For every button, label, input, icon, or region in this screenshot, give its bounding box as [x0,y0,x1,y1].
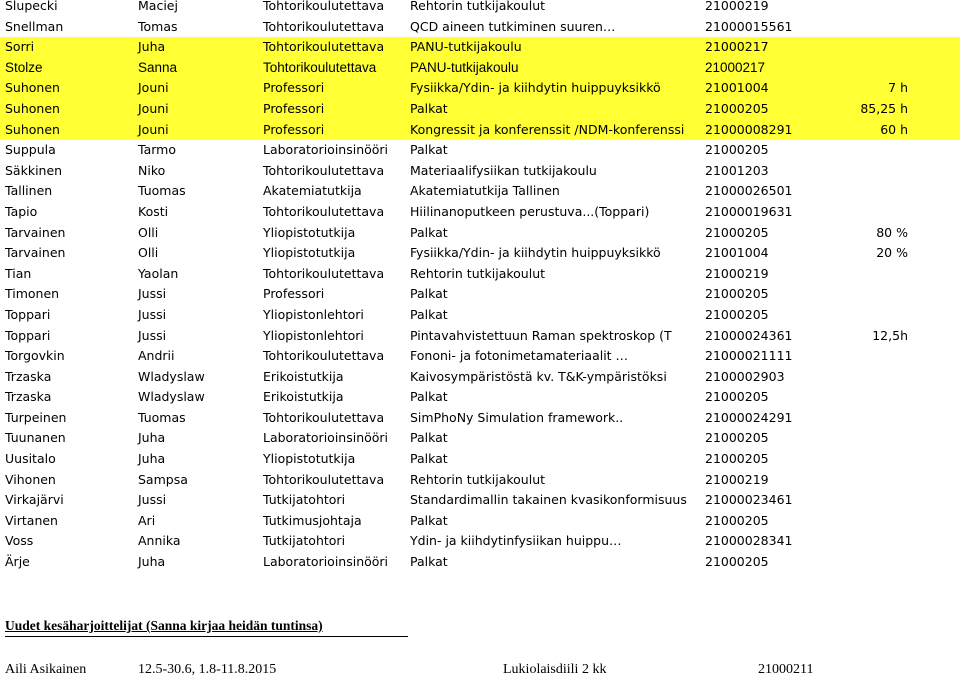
first-name-cell: Juha [138,451,166,467]
account-cell: 21000026501 [705,183,793,199]
trainee-name: Aili Asikainen [5,662,87,677]
table-row [0,37,960,58]
hours-cell: 60 h [880,121,908,137]
last-name-cell: Tian [5,265,32,281]
last-name-cell: Uusitalo [5,451,56,467]
first-name-cell: Tarmo [138,142,176,158]
table-row [0,367,960,388]
title-cell: Tohtorikoulutettava [263,39,385,55]
table-row [0,243,960,264]
trainee-project: Lukiolaisdiili 2 kk [503,662,607,677]
account-cell: 21000219 [705,471,769,487]
hours-cell: 20 % [876,245,908,261]
first-name-cell: Tuomas [138,183,186,199]
project-cell: Fysiikka/Ydin- ja kiihdytin huippuyksikkö [410,245,661,261]
last-name-cell: Tarvainen [5,245,66,261]
project-cell: QCD aineen tutkiminen suuren… [410,18,616,34]
project-cell: Ydin- ja kiihdytinfysiikan huippu… [410,533,622,549]
project-cell: Palkat [410,554,448,570]
project-cell: Fysiikka/Ydin- ja kiihdytin huippuyksikkö [410,80,661,96]
first-name-cell: Jouni [138,100,169,116]
project-cell: Palkat [410,306,448,322]
first-name-cell: Jussi [138,492,167,508]
last-name-cell: Suhonen [5,80,60,96]
project-cell: Pintavahvistettuun Raman spektroskop (T [410,327,672,343]
last-name-cell: Tarvainen [5,224,66,240]
account-cell: 21000205 [705,100,769,116]
first-name-cell: Juha [138,554,166,570]
first-name-cell: Annika [138,533,181,549]
title-cell: Yliopistonlehtori [263,306,364,322]
last-name-cell: Trzaska [5,368,52,384]
first-name-cell: Olli [138,245,159,261]
last-name-cell: Slupecki [5,0,58,13]
title-cell: Erikoistutkija [263,389,344,405]
table-row [0,58,960,79]
table-row [0,223,960,244]
account-cell: 21000019631 [705,203,793,219]
title-cell: Tohtorikoulutettava [263,265,385,281]
table-row [0,0,960,17]
table-row [0,470,960,491]
table-row [0,428,960,449]
title-cell: Akatemiatutkija [263,183,362,199]
account-cell: 21000217 [705,59,766,75]
first-name-cell: Olli [138,224,159,240]
first-name-cell: Tuomas [138,409,186,425]
last-name-cell: Suhonen [5,121,60,137]
title-cell: Tohtorikoulutettava [263,471,385,487]
last-name-cell: Trzaska [5,389,52,405]
first-name-cell: Kosti [138,203,169,219]
project-cell: Hiilinanoputkeen perustuva...(Toppari) [410,203,650,219]
title-cell: Tohtorikoulutettava [263,0,385,13]
title-cell: Tohtorikoulutettava [263,203,385,219]
last-name-cell: Voss [5,533,34,549]
table-row [0,408,960,429]
title-cell: Erikoistutkija [263,368,344,384]
first-name-cell: Jouni [138,121,169,137]
first-name-cell: Sanna [138,59,178,75]
table-row [0,511,960,532]
last-name-cell: Ärje [5,554,30,570]
title-cell: Tutkimusjohtaja [263,512,362,528]
last-name-cell: Virkajärvi [5,492,64,508]
account-cell: 21000028341 [705,533,793,549]
hours-cell: 80 % [876,224,908,240]
first-name-cell: Wladyslaw [138,368,205,384]
title-cell: Professori [263,80,325,96]
first-name-cell: Sampsa [138,471,188,487]
table-row [0,161,960,182]
title-cell: Yliopistotutkija [263,451,356,467]
account-cell: 21000023461 [705,492,793,508]
last-name-cell: Sorri [5,39,35,55]
summer-trainee-row [0,660,960,680]
last-name-cell: Toppari [5,306,51,322]
table-row [0,264,960,285]
project-cell: Palkat [410,286,448,302]
project-cell: Fononi- ja fotonimetamateriaalit … [410,348,629,364]
project-cell: Rehtorin tutkijakoulut [410,471,546,487]
hours-cell: 12,5h [872,327,908,343]
project-cell: Rehtorin tutkijakoulut [410,0,546,13]
project-cell: Materiaalifysiikan tutkijakoulu [410,162,597,178]
account-cell: 21000021111 [705,348,793,364]
first-name-cell: Jussi [138,327,167,343]
title-cell: Tutkijatohtori [263,533,346,549]
last-name-cell: Torgovkin [5,348,65,364]
last-name-cell: Timonen [5,286,60,302]
first-name-cell: Ari [138,512,156,528]
title-cell: Yliopistotutkija [263,245,356,261]
title-cell: Laboratorioinsinööri [263,554,389,570]
account-cell: 21000205 [705,430,769,446]
table-row [0,202,960,223]
project-cell: PANU-tutkijakoulu [410,59,519,75]
account-cell: 21001004 [705,80,769,96]
table-row [0,531,960,552]
trainee-account: 21000211 [758,662,814,677]
account-cell: 21000219 [705,0,769,13]
summer-trainees-heading: Uudet kesäharjoittelijat (Sanna kirjaa heidän tuntinsa) [5,618,323,633]
project-cell: PANU-tutkijakoulu [410,39,522,55]
table-row [0,17,960,38]
table-row [0,490,960,511]
account-cell: 21001203 [705,162,769,178]
account-cell: 21000205 [705,389,769,405]
last-name-cell: Suppula [5,142,56,158]
hours-cell: 7 h [888,80,908,96]
account-cell: 21000217 [705,39,769,55]
last-name-cell: Toppari [5,327,51,343]
project-cell: Palkat [410,430,448,446]
last-name-cell: Snellman [5,18,64,34]
project-cell: Palkat [410,512,448,528]
title-cell: Yliopistonlehtori [263,327,364,343]
table-row [0,387,960,408]
account-cell: 21000219 [705,265,769,281]
table-row [0,284,960,305]
first-name-cell: Juha [138,39,166,55]
account-cell: 21000205 [705,306,769,322]
account-cell: 21000205 [705,512,769,528]
last-name-cell: Tapio [5,203,38,219]
account-cell: 21000024361 [705,327,793,343]
title-cell: Tutkijatohtori [263,492,346,508]
account-cell: 2100002903 [705,368,785,384]
title-cell: Laboratorioinsinööri [263,430,389,446]
first-name-cell: Juha [138,430,166,446]
account-cell: 21001004 [705,245,769,261]
table-row [0,78,960,99]
project-cell: Palkat [410,224,448,240]
last-name-cell: Tuunanen [5,430,66,446]
title-cell: Professori [263,121,325,137]
last-name-cell: Turpeinen [5,409,67,425]
trainee-period: 12.5-30.6, 1.8-11.8.2015 [138,662,277,677]
title-cell: Tohtorikoulutettava [263,348,385,364]
first-name-cell: Andrii [138,348,175,364]
table-row [0,305,960,326]
project-cell: Palkat [410,451,448,467]
last-name-cell: Virtanen [5,512,58,528]
project-cell: Standardimallin takainen kvasikonformisuus [410,492,687,508]
title-cell: Tohtorikoulutettava [263,18,385,34]
first-name-cell: Jouni [138,80,169,96]
title-cell: Laboratorioinsinööri [263,142,389,158]
title-cell: Tohtorikoulutettava [263,162,385,178]
first-name-cell: Maciej [138,0,178,13]
table-row [0,449,960,470]
table-row [0,552,960,573]
project-cell: Palkat [410,142,448,158]
title-cell: Tohtorikoulutettava [263,59,377,75]
table-row [0,346,960,367]
first-name-cell: Jussi [138,306,167,322]
title-cell: Yliopistotutkija [263,224,356,240]
title-cell: Professori [263,100,325,116]
account-cell: 21000024291 [705,409,793,425]
account-cell: 21000015561 [705,18,793,34]
table-row [0,326,960,347]
first-name-cell: Niko [138,162,166,178]
table-row [0,99,960,120]
hours-cell: 85,25 h [860,100,908,116]
first-name-cell: Jussi [138,286,167,302]
project-cell: Kaivosympäristöstä kv. T&K-ympäristöksi [410,368,667,384]
first-name-cell: Yaolan [138,265,179,281]
project-cell: Palkat [410,389,448,405]
last-name-cell: Tallinen [5,183,53,199]
account-cell: 21000205 [705,286,769,302]
account-cell: 21000205 [705,224,769,240]
project-cell: SimPhoNy Simulation framework.. [410,409,624,425]
table-row [0,181,960,202]
first-name-cell: Tomas [138,18,178,34]
first-name-cell: Wladyslaw [138,389,205,405]
account-cell: 21000008291 [705,121,793,137]
title-cell: Professori [263,286,325,302]
account-cell: 21000205 [705,554,769,570]
last-name-cell: Stolze [5,59,43,75]
last-name-cell: Vihonen [5,471,56,487]
project-cell: Kongressit ja konferenssit /NDM-konferenssi [410,121,685,137]
heading-underline-rule [5,636,408,637]
title-cell: Tohtorikoulutettava [263,409,385,425]
project-cell: Palkat [410,100,448,116]
table-row [0,140,960,161]
last-name-cell: Säkkinen [5,162,63,178]
account-cell: 21000205 [705,451,769,467]
last-name-cell: Suhonen [5,100,60,116]
account-cell: 21000205 [705,142,769,158]
project-cell: Akatemiatutkija Tallinen [410,183,560,199]
table-row [0,120,960,141]
project-cell: Rehtorin tutkijakoulut [410,265,546,281]
